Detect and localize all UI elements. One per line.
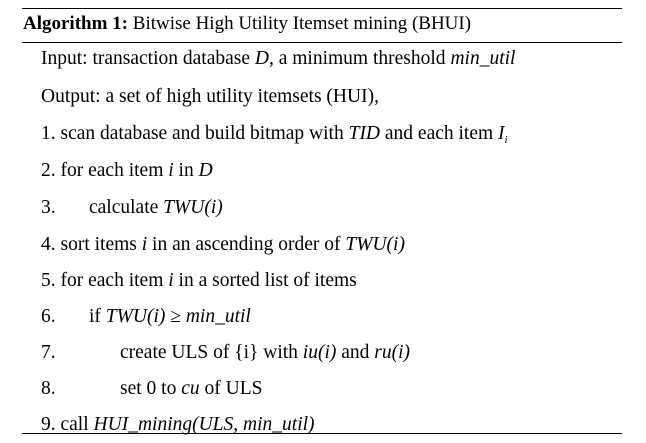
algorithm-label: Algorithm 1: [23,13,129,34]
top-rule [22,8,622,9]
step-number: 6. [41,306,56,327]
step-text: in [178,160,194,181]
var-ru: ru(i) [374,342,411,363]
function-call: HUI_mining(ULS, min_util) [93,414,315,435]
var-cu: cu [181,378,200,399]
step-text: set 0 to [120,378,177,399]
step-text: sort items [60,234,137,255]
var-iu: iu(i) [302,342,337,363]
output-line [41,85,379,109]
step-number: 1. [41,123,56,144]
geq-operator: ≥ [170,306,181,327]
var-twu: TWU(i) [105,306,166,327]
var-TID: TID [348,123,381,144]
subscript-i: i [504,134,508,146]
output-text: Output: a set of high utility itemsets (HUI), [41,86,379,107]
step-text: calculate [89,197,159,218]
step-text: in an ascending order of [152,234,341,255]
input-line [41,47,515,71]
algorithm-box [22,8,622,434]
var-D: D [254,48,269,69]
step-number: 9. [41,414,56,435]
input-mid: , a minimum threshold [268,48,446,69]
var-twu: TWU(i) [345,234,405,255]
step-4 [41,233,405,257]
var-i: i [168,270,174,291]
step-2 [41,159,213,183]
step-7 [41,341,410,365]
step-8 [41,377,262,401]
step-number: 3. [41,197,56,218]
var-D: D [198,160,213,181]
step-6 [41,305,251,329]
step-text: and each item [384,123,494,144]
step-1 [41,122,508,152]
step-text: for each item [60,160,164,181]
var-min-util: min_util [450,48,516,69]
var-i: i [141,234,148,255]
var-I: I [498,123,505,144]
algorithm-name: Bitwise High Utility Itemset mining (BHUI) [132,13,472,34]
step-number: 7. [41,342,56,363]
header-rule [22,42,622,43]
step-text: of ULS [204,378,263,399]
var-min-util: min_util [185,306,251,327]
step-3 [41,196,223,220]
algorithm-title [23,12,471,36]
var-i: i [168,160,174,181]
step-text: for each item [60,270,164,291]
step-text: call [60,414,89,435]
var-twu: TWU(i) [163,197,223,218]
bottom-rule [22,433,622,434]
step-5 [41,269,357,293]
step-number: 2. [41,160,56,181]
step-text: and [341,342,370,363]
step-number: 5. [41,270,56,291]
step-number: 8. [41,378,56,399]
input-label: Input: transaction database [41,48,251,69]
step-text: scan database and build bitmap with [60,123,344,144]
step-text: create ULS of {i} with [120,342,298,363]
step-text: if [89,306,101,327]
step-text: in a sorted list of items [178,270,357,291]
step-number: 4. [41,234,56,255]
